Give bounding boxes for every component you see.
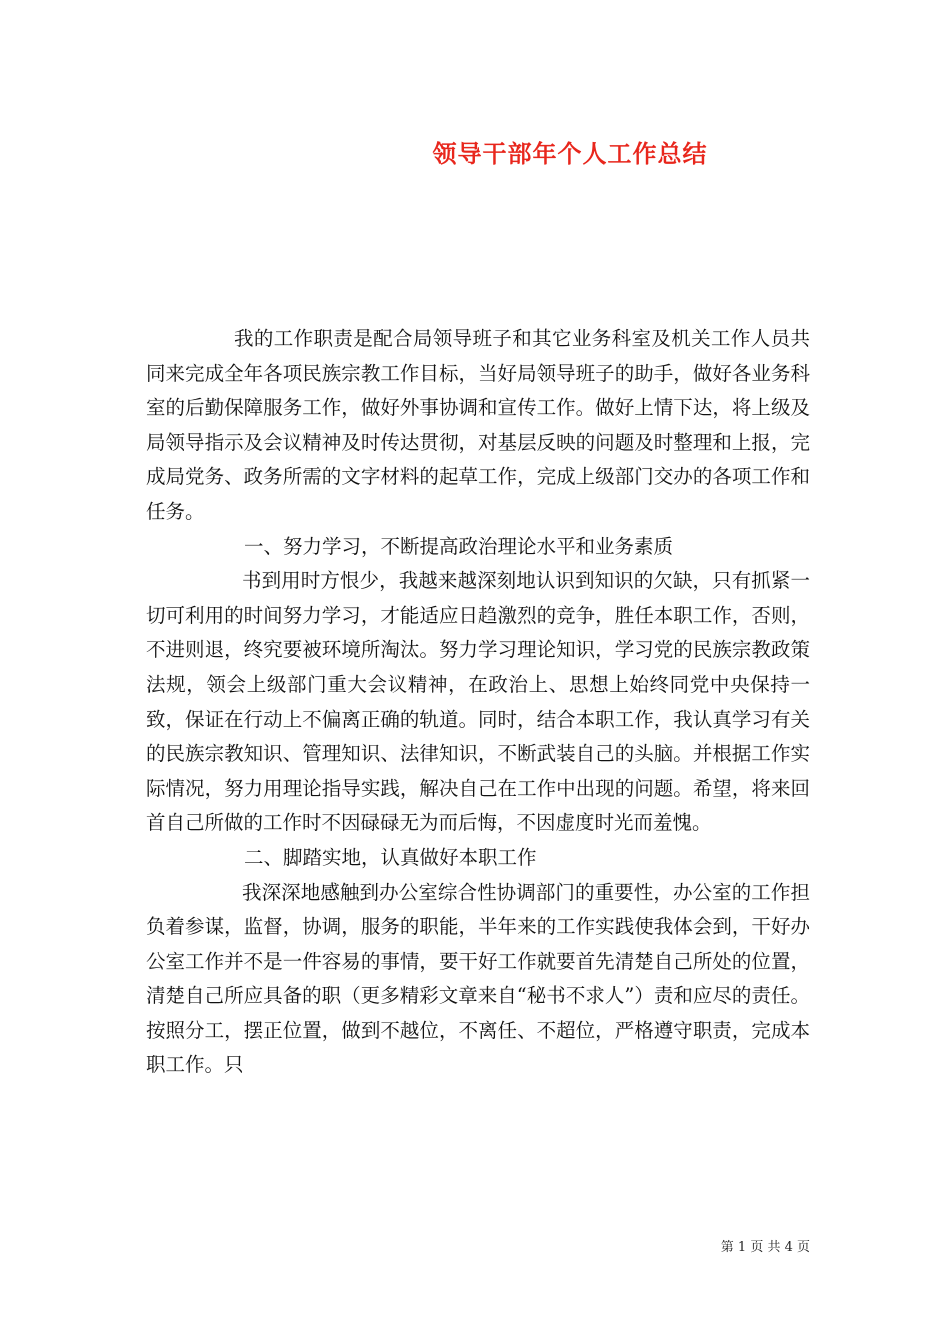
section-heading-2: 二、脚踏实地，认真做好本职工作 [244, 845, 537, 869]
paragraph-study: 书到用时方恨少，我越来越深刻地认识到知识的欠缺，只有抓紧一切可利用的时间努力学习，才能适应日趋激烈的竞争，胜任本职工作，否则，不进则退，终究要被环境所淘汰。努力学习理论知识，学习党的民族宗教政策法规，领会上级部门重大会议精神，在政治上、思想上始终同党中央保持一致，保证在行动上不偏离正确的轨道。同时，结合本职工作，我认真学习有关的民族宗教知识、管理知识、法律知识，不断武装自己的头脑。并根据工作实际情况，努力用理论指导实践，解决自己在工作中出现的问题。希望，将来回首自己所做的工作时不因碌碌无为而后悔，不因虚度时光而羞愧。 [146, 569, 810, 835]
paragraph-intro: 我的工作职责是配合局领导班子和其它业务科室及机关工作人员共同来完成全年各项民族宗教工作目标，当好局领导班子的助手，做好各业务科室的后勤保障服务工作，做好外事协调和宣传工作。做好上情下达，将上级及局领导指示及会议精神及时传达贯彻，对基层反映的问题及时整理和上报，完成局党务、政务所需的文字材料的起草工作，完成上级部门交办的各项工作和任务。 [146, 327, 810, 523]
document-title: 领导干部年个人工作总结 [432, 139, 708, 168]
page-footer: 第 1 页 共 4 页 [720, 1240, 810, 1255]
section-heading-1: 一、努力学习，不断提高政治理论水平和业务素质 [244, 534, 674, 558]
document-body [146, 322, 810, 1083]
paragraph-work: 我深深地感触到办公室综合性协调部门的重要性，办公室的工作担负着参谋，监督，协调，服务的职能，半年来的工作实践使我体会到，干好办公室工作并不是一件容易的事情，要干好工作就要首先清楚自己所处的位置，清楚自己所应具备的职（更多精彩文章来自“秘书不求人”）责和应尽的责任。按照分工，摆正位置，做到不越位，不离任、不超位，严格遵守职责，完成本职工作。只 [146, 880, 810, 1077]
